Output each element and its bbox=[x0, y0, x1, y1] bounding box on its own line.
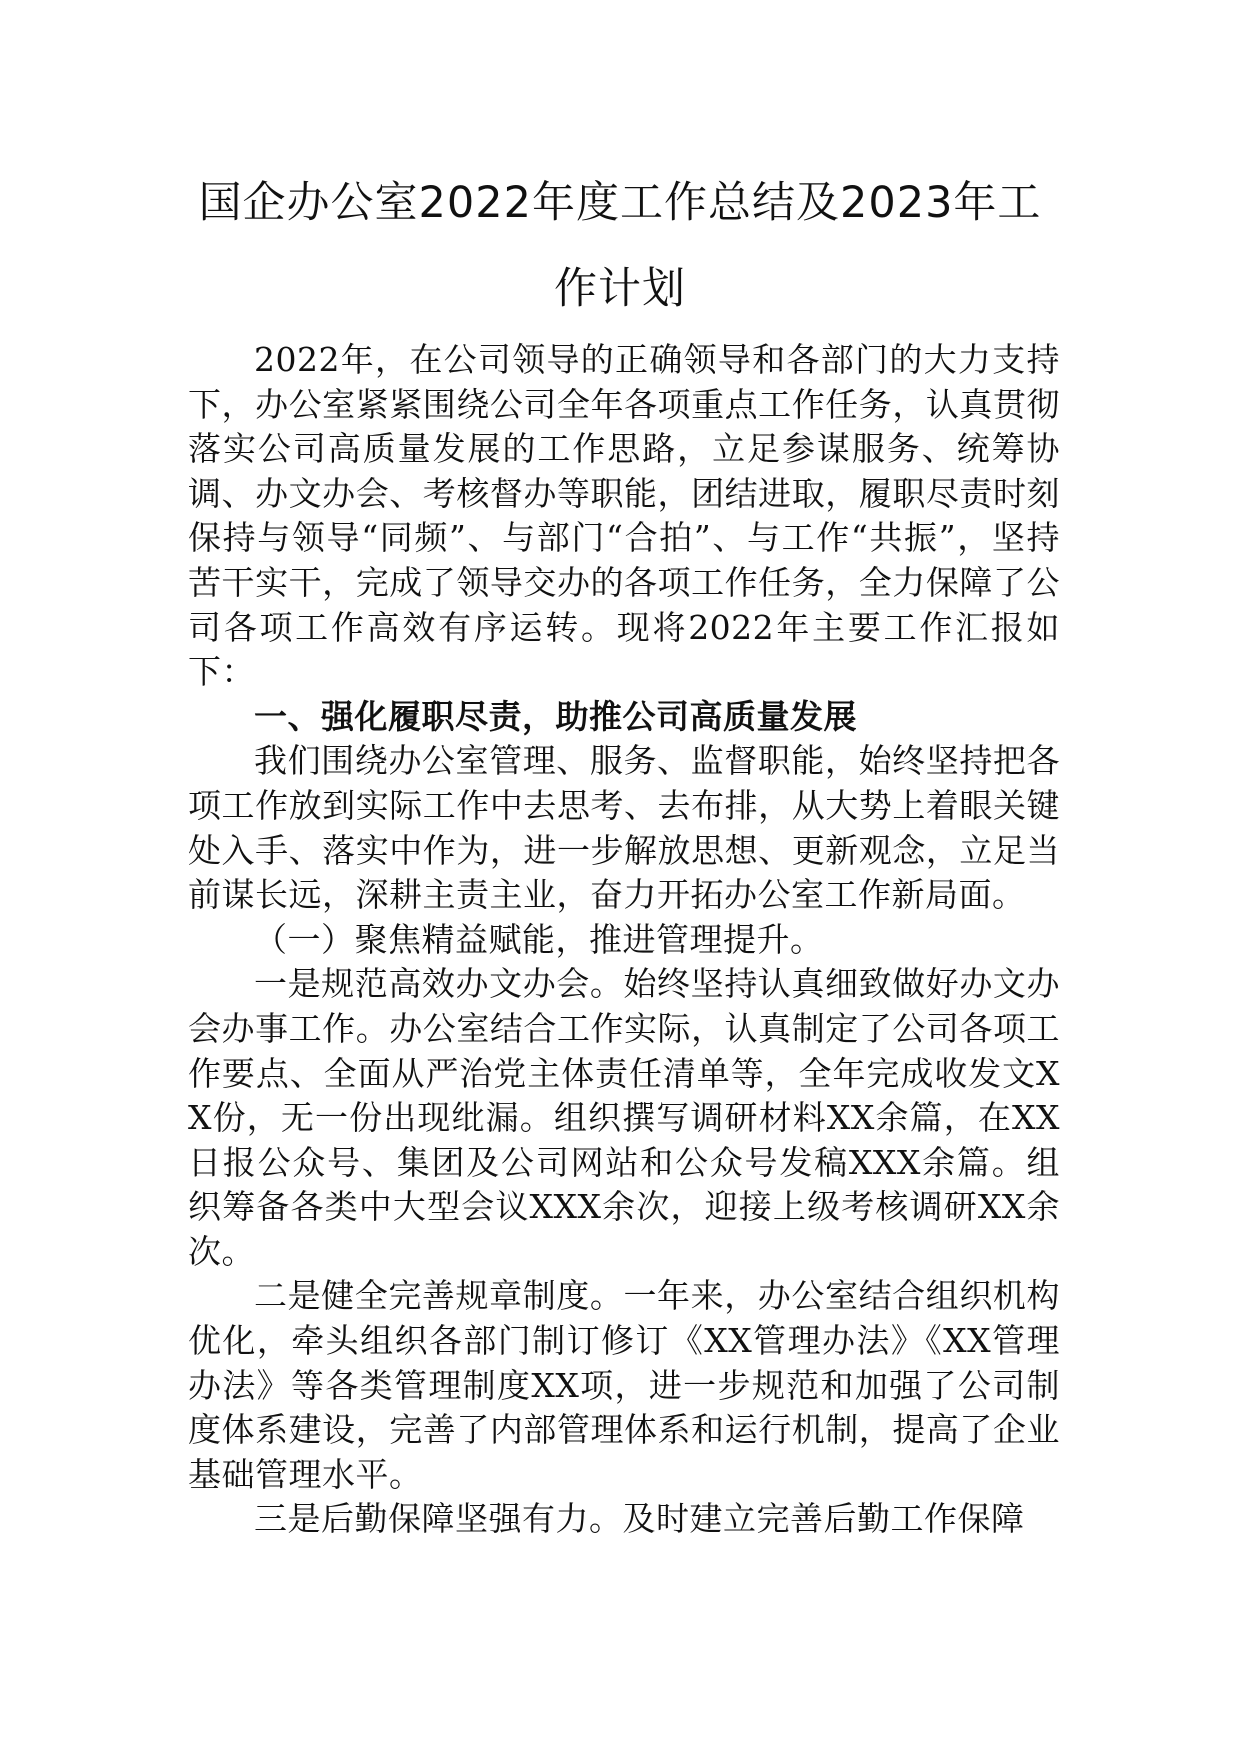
subsection-heading-1: （一）聚焦精益赋能，推进管理提升。 bbox=[254, 919, 824, 959]
item-paragraph-1: 一是规范高效办文办会。始终坚持认真细致做好办文办会办事工作。办公室结合工作实际，认真制定了公司各项工作要点、全面从严治党主体责任清单等，全年完成收发文XX份，无一份出现纰漏。组织撰写调研材料XX余篇，在XX日报公众号、集团及公司网站和公众号发稿XXX余篇。组织筹备各类中大型会议XXX余次，迎接上级考核调研XX余次。 bbox=[188, 964, 1060, 1271]
item-paragraph-2: 二是健全完善规章制度。一年来，办公室结合组织机构优化，牵头组织各部门制订修订《XX管理办法》《XX管理办法》等各类管理制度XX项，进一步规范和加强了公司制度体系建设，完善了内部管理体系和运行机制，提高了企业基础管理水平。 bbox=[188, 1276, 1060, 1494]
section-1-paragraph: 我们围绕办公室管理、服务、监督职能，始终坚持把各项工作放到实际工作中去思考、去布排，从大势上着眼关键处入手、落实中作为，进一步解放思想、更新观念，立足当前谋长远，深耕主责主业，奋力开拓办公室工作新局面。 bbox=[188, 741, 1060, 915]
document-body bbox=[188, 338, 1060, 1542]
document-title: 国企办公室2022年度工作总结及2023年工作计划 bbox=[198, 178, 1042, 314]
intro-paragraph: 2022年，在公司领导的正确领导和各部门的大力支持下，办公室紧紧围绕公司全年各项重点工作任务，认真贯彻落实公司高质量发展的工作思路，立足参谋服务、统筹协调、办文办会、考核督办等职能，团结进取，履职尽责时刻保持与领导“同频”、与部门“合拍”、与工作“共振”，坚持苦干实干，完成了领导交办的各项工作任务，全力保障了公司各项工作高效有序运转。现将2022年主要工作汇报如下： bbox=[188, 340, 1060, 692]
section-heading-1: 一、强化履职尽责，助推公司高质量发展 bbox=[254, 696, 857, 736]
item-paragraph-3: 三是后勤保障坚强有力。及时建立完善后勤工作保障 bbox=[254, 1499, 1025, 1539]
